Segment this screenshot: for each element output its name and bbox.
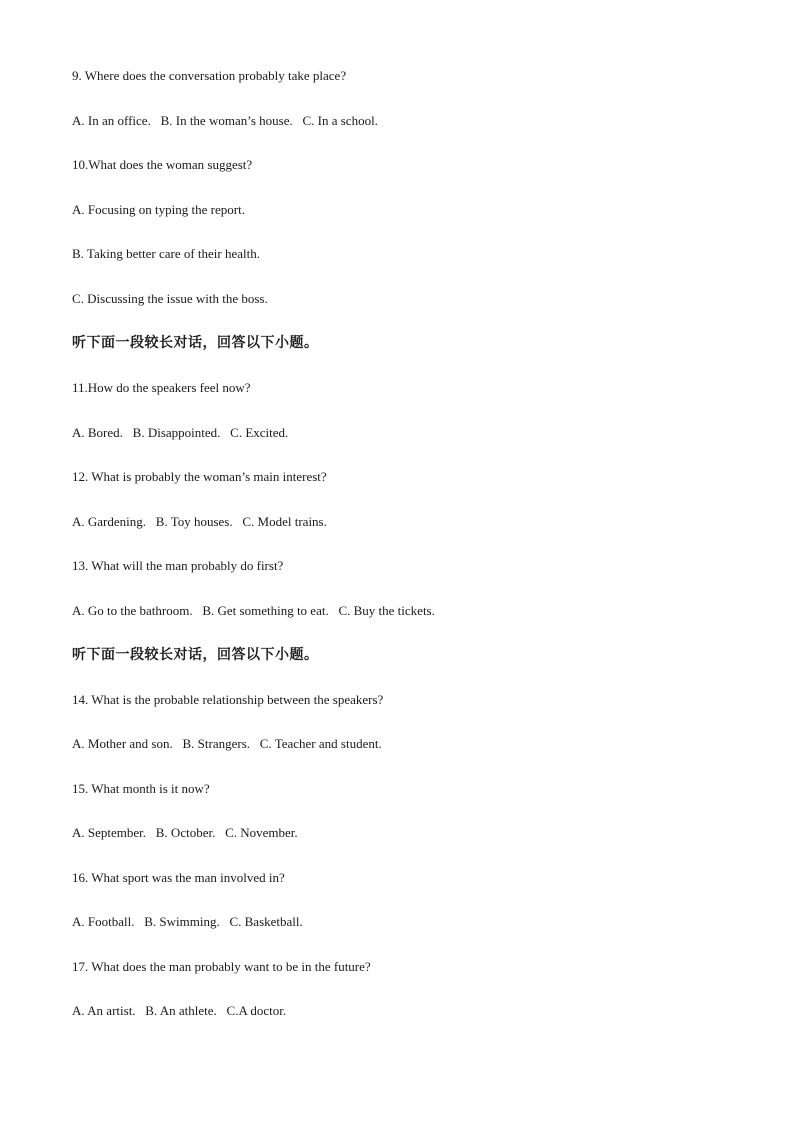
question-10-option-c: C. Discussing the issue with the boss.	[72, 291, 268, 306]
question-17: 17. What does the man probably want to be in the future?	[72, 959, 371, 974]
question-11-options: A. Bored. B. Disappointed. C. Excited.	[72, 425, 289, 440]
question-17-options: A. An artist. B. An athlete. C.A doctor.	[72, 1003, 287, 1018]
question-16: 16. What sport was the man involved in?	[72, 870, 285, 885]
question-15-options: A. September. B. October. C. November.	[72, 825, 298, 840]
question-11: 11.How do the speakers feel now?	[72, 380, 251, 395]
question-10-option-a: A. Focusing on typing the report.	[72, 202, 245, 217]
question-14-options: A. Mother and son. B. Strangers. C. Teacher and student.	[72, 736, 382, 751]
question-14: 14. What is the probable relationship between the speakers?	[72, 692, 384, 707]
question-16-options: A. Football. B. Swimming. C. Basketball.	[72, 914, 303, 929]
section-heading: 听下面一段较长对话，回答以下小题。	[72, 335, 319, 351]
section-heading: 听下面一段较长对话，回答以下小题。	[72, 647, 319, 663]
question-10: 10.What does the woman suggest?	[72, 157, 253, 172]
question-13: 13. What will the man probably do first?	[72, 558, 284, 573]
question-15: 15. What month is it now?	[72, 781, 210, 796]
question-13-options: A. Go to the bathroom. B. Get something to eat. C. Buy the tickets.	[72, 603, 435, 618]
question-9-options: A. In an office. B. In the woman’s house. C. In a school.	[72, 113, 378, 128]
question-9: 9. Where does the conversation probably take place?	[72, 68, 347, 83]
question-10-option-b: B. Taking better care of their health.	[72, 246, 260, 261]
question-12-options: A. Gardening. B. Toy houses. C. Model trains.	[72, 514, 327, 529]
question-12: 12. What is probably the woman’s main interest?	[72, 469, 327, 484]
